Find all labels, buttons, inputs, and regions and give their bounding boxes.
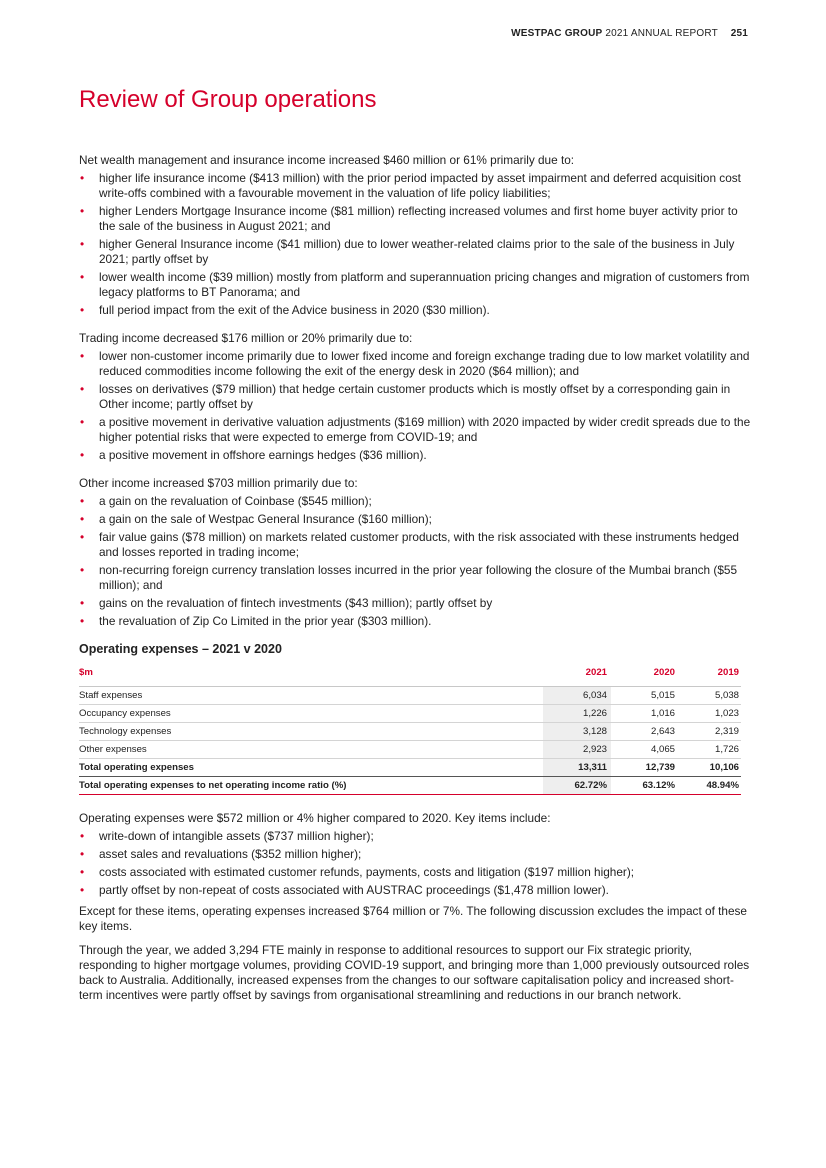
list-item: • costs associated with estimated customer refunds, payments, costs and litigation ($197 million higher); bbox=[79, 865, 751, 880]
list-item: • a gain on the sale of Westpac General Insurance ($160 million); bbox=[79, 512, 751, 527]
row-label: Occupancy expenses bbox=[79, 705, 543, 723]
cell-2020: 63.12% bbox=[611, 777, 675, 795]
column-header-2021: 2021 bbox=[543, 665, 611, 687]
list-item: • a gain on the revaluation of Coinbase ($545 million); bbox=[79, 494, 751, 509]
wealth-intro: Net wealth management and insurance income increased $460 million or 61% primarily due to: bbox=[79, 153, 575, 167]
list-item: • partly offset by non-repeat of costs associated with AUSTRAC proceedings ($1,478 million lower). bbox=[79, 883, 751, 898]
row-label: Technology expenses bbox=[79, 723, 543, 741]
table-header-row bbox=[79, 665, 741, 687]
list-item: • gains on the revaluation of fintech investments ($43 million); partly offset by bbox=[79, 596, 751, 611]
page-header bbox=[511, 28, 748, 39]
opex-intro: Operating expenses were $572 million or 4% higher compared to 2020. Key items include: bbox=[79, 811, 551, 825]
list-item: • lower non-customer income primarily due to lower fixed income and foreign exchange trading due to low market volatility and reduced commodities income following the exit of the energy desk in 2020 ($64 million); and bbox=[79, 349, 751, 379]
cell-2019: 1,023 bbox=[675, 705, 741, 723]
operating-expenses-table bbox=[79, 665, 741, 795]
column-header-2020: 2020 bbox=[611, 665, 675, 687]
table-title: Operating expenses – 2021 v 2020 bbox=[79, 642, 282, 656]
header-brand: WESTPAC GROUP bbox=[511, 28, 603, 39]
cell-2021: 2,923 bbox=[543, 741, 611, 759]
header-report: 2021 ANNUAL REPORT bbox=[605, 28, 718, 39]
trading-intro: Trading income decreased $176 million or 20% primarily due to: bbox=[79, 331, 413, 345]
list-item: • lower wealth income ($39 million) mostly from platform and superannuation pricing changes and migration of customers from legacy platforms to BT Panorama; and bbox=[79, 270, 751, 300]
table-ratio-row bbox=[79, 777, 741, 795]
list-item: • write-down of intangible assets ($737 million higher); bbox=[79, 829, 751, 844]
cell-2020: 2,643 bbox=[611, 723, 675, 741]
opex-paragraph-1: Except for these items, operating expenses increased $764 million or 7%. The following discussion excludes the impact of these key items. bbox=[79, 904, 747, 933]
cell-2019: 1,726 bbox=[675, 741, 741, 759]
cell-2021: 3,128 bbox=[543, 723, 611, 741]
cell-2020: 1,016 bbox=[611, 705, 675, 723]
cell-2021: 1,226 bbox=[543, 705, 611, 723]
opex-bullet-list bbox=[79, 829, 751, 898]
table-row bbox=[79, 705, 741, 723]
list-item: • higher Lenders Mortgage Insurance income ($81 million) reflecting increased volumes and first home buyer activity prior to the sale of the business in August 2021; and bbox=[79, 204, 751, 234]
main-content bbox=[79, 153, 751, 1006]
cell-2020: 12,739 bbox=[611, 759, 675, 777]
list-item: • a positive movement in derivative valuation adjustments ($169 million) with 2020 impacted by wider credit spreads due to the higher potential risks that were expected to emerge from COVID-19; and bbox=[79, 415, 751, 445]
row-label: Total operating expenses bbox=[79, 759, 543, 777]
list-item: • higher General Insurance income ($41 million) due to lower weather-related claims prior to the sale of the business in July 2021; partly offset by bbox=[79, 237, 751, 267]
page-number: 251 bbox=[730, 28, 748, 39]
cell-2021: 62.72% bbox=[543, 777, 611, 795]
row-label: Total operating expenses to net operating income ratio (%) bbox=[79, 777, 543, 795]
cell-2020: 4,065 bbox=[611, 741, 675, 759]
table-row bbox=[79, 687, 741, 705]
row-label: Staff expenses bbox=[79, 687, 543, 705]
list-item: • asset sales and revaluations ($352 million higher); bbox=[79, 847, 751, 862]
cell-2019: 2,319 bbox=[675, 723, 741, 741]
list-item: • losses on derivatives ($79 million) that hedge certain customer products which is mostly offset by a corresponding gain in Other income; partly offset by bbox=[79, 382, 751, 412]
cell-2019: 48.94% bbox=[675, 777, 741, 795]
table-total-row bbox=[79, 759, 741, 777]
list-item: • the revaluation of Zip Co Limited in the prior year ($303 million). bbox=[79, 614, 751, 629]
cell-2019: 5,038 bbox=[675, 687, 741, 705]
list-item: • fair value gains ($78 million) on markets related customer products, with the risk associated with these instruments hedged and losses reported in trading income; bbox=[79, 530, 751, 560]
table-row bbox=[79, 741, 741, 759]
cell-2019: 10,106 bbox=[675, 759, 741, 777]
column-header-2019: 2019 bbox=[675, 665, 741, 687]
row-label: Other expenses bbox=[79, 741, 543, 759]
list-item: • non-recurring foreign currency translation losses incurred in the prior year following the closure of the Mumbai branch ($55 million); and bbox=[79, 563, 751, 593]
table-row bbox=[79, 723, 741, 741]
list-item: • a positive movement in offshore earnings hedges ($36 million). bbox=[79, 448, 751, 463]
list-item: • higher life insurance income ($413 million) with the prior period impacted by asset impairment and deferred acquisition cost write-offs combined with a favourable movement in the valuation of life policy liabilities; bbox=[79, 171, 751, 201]
cell-2021: 6,034 bbox=[543, 687, 611, 705]
other-income-bullet-list bbox=[79, 494, 751, 629]
cell-2021: 13,311 bbox=[543, 759, 611, 777]
column-header-label: $m bbox=[79, 665, 543, 687]
trading-bullet-list bbox=[79, 349, 751, 463]
page-title: Review of Group operations bbox=[79, 86, 377, 113]
cell-2020: 5,015 bbox=[611, 687, 675, 705]
list-item: • full period impact from the exit of the Advice business in 2020 ($30 million). bbox=[79, 303, 751, 318]
other-income-intro: Other income increased $703 million primarily due to: bbox=[79, 476, 358, 490]
opex-paragraph-2: Through the year, we added 3,294 FTE mainly in response to additional resources to support our Fix strategic priority, responding to higher mortgage volumes, providing COVID-19 support, and bringing more than 1,000 previously outsourced roles back to Australia. Additionally, increased expenses from the changes to our software capitalisation policy and increased short-term incentives were partly offset by savings from organisational streamlining and reductions in our branch network. bbox=[79, 943, 750, 1002]
wealth-bullet-list bbox=[79, 171, 751, 318]
